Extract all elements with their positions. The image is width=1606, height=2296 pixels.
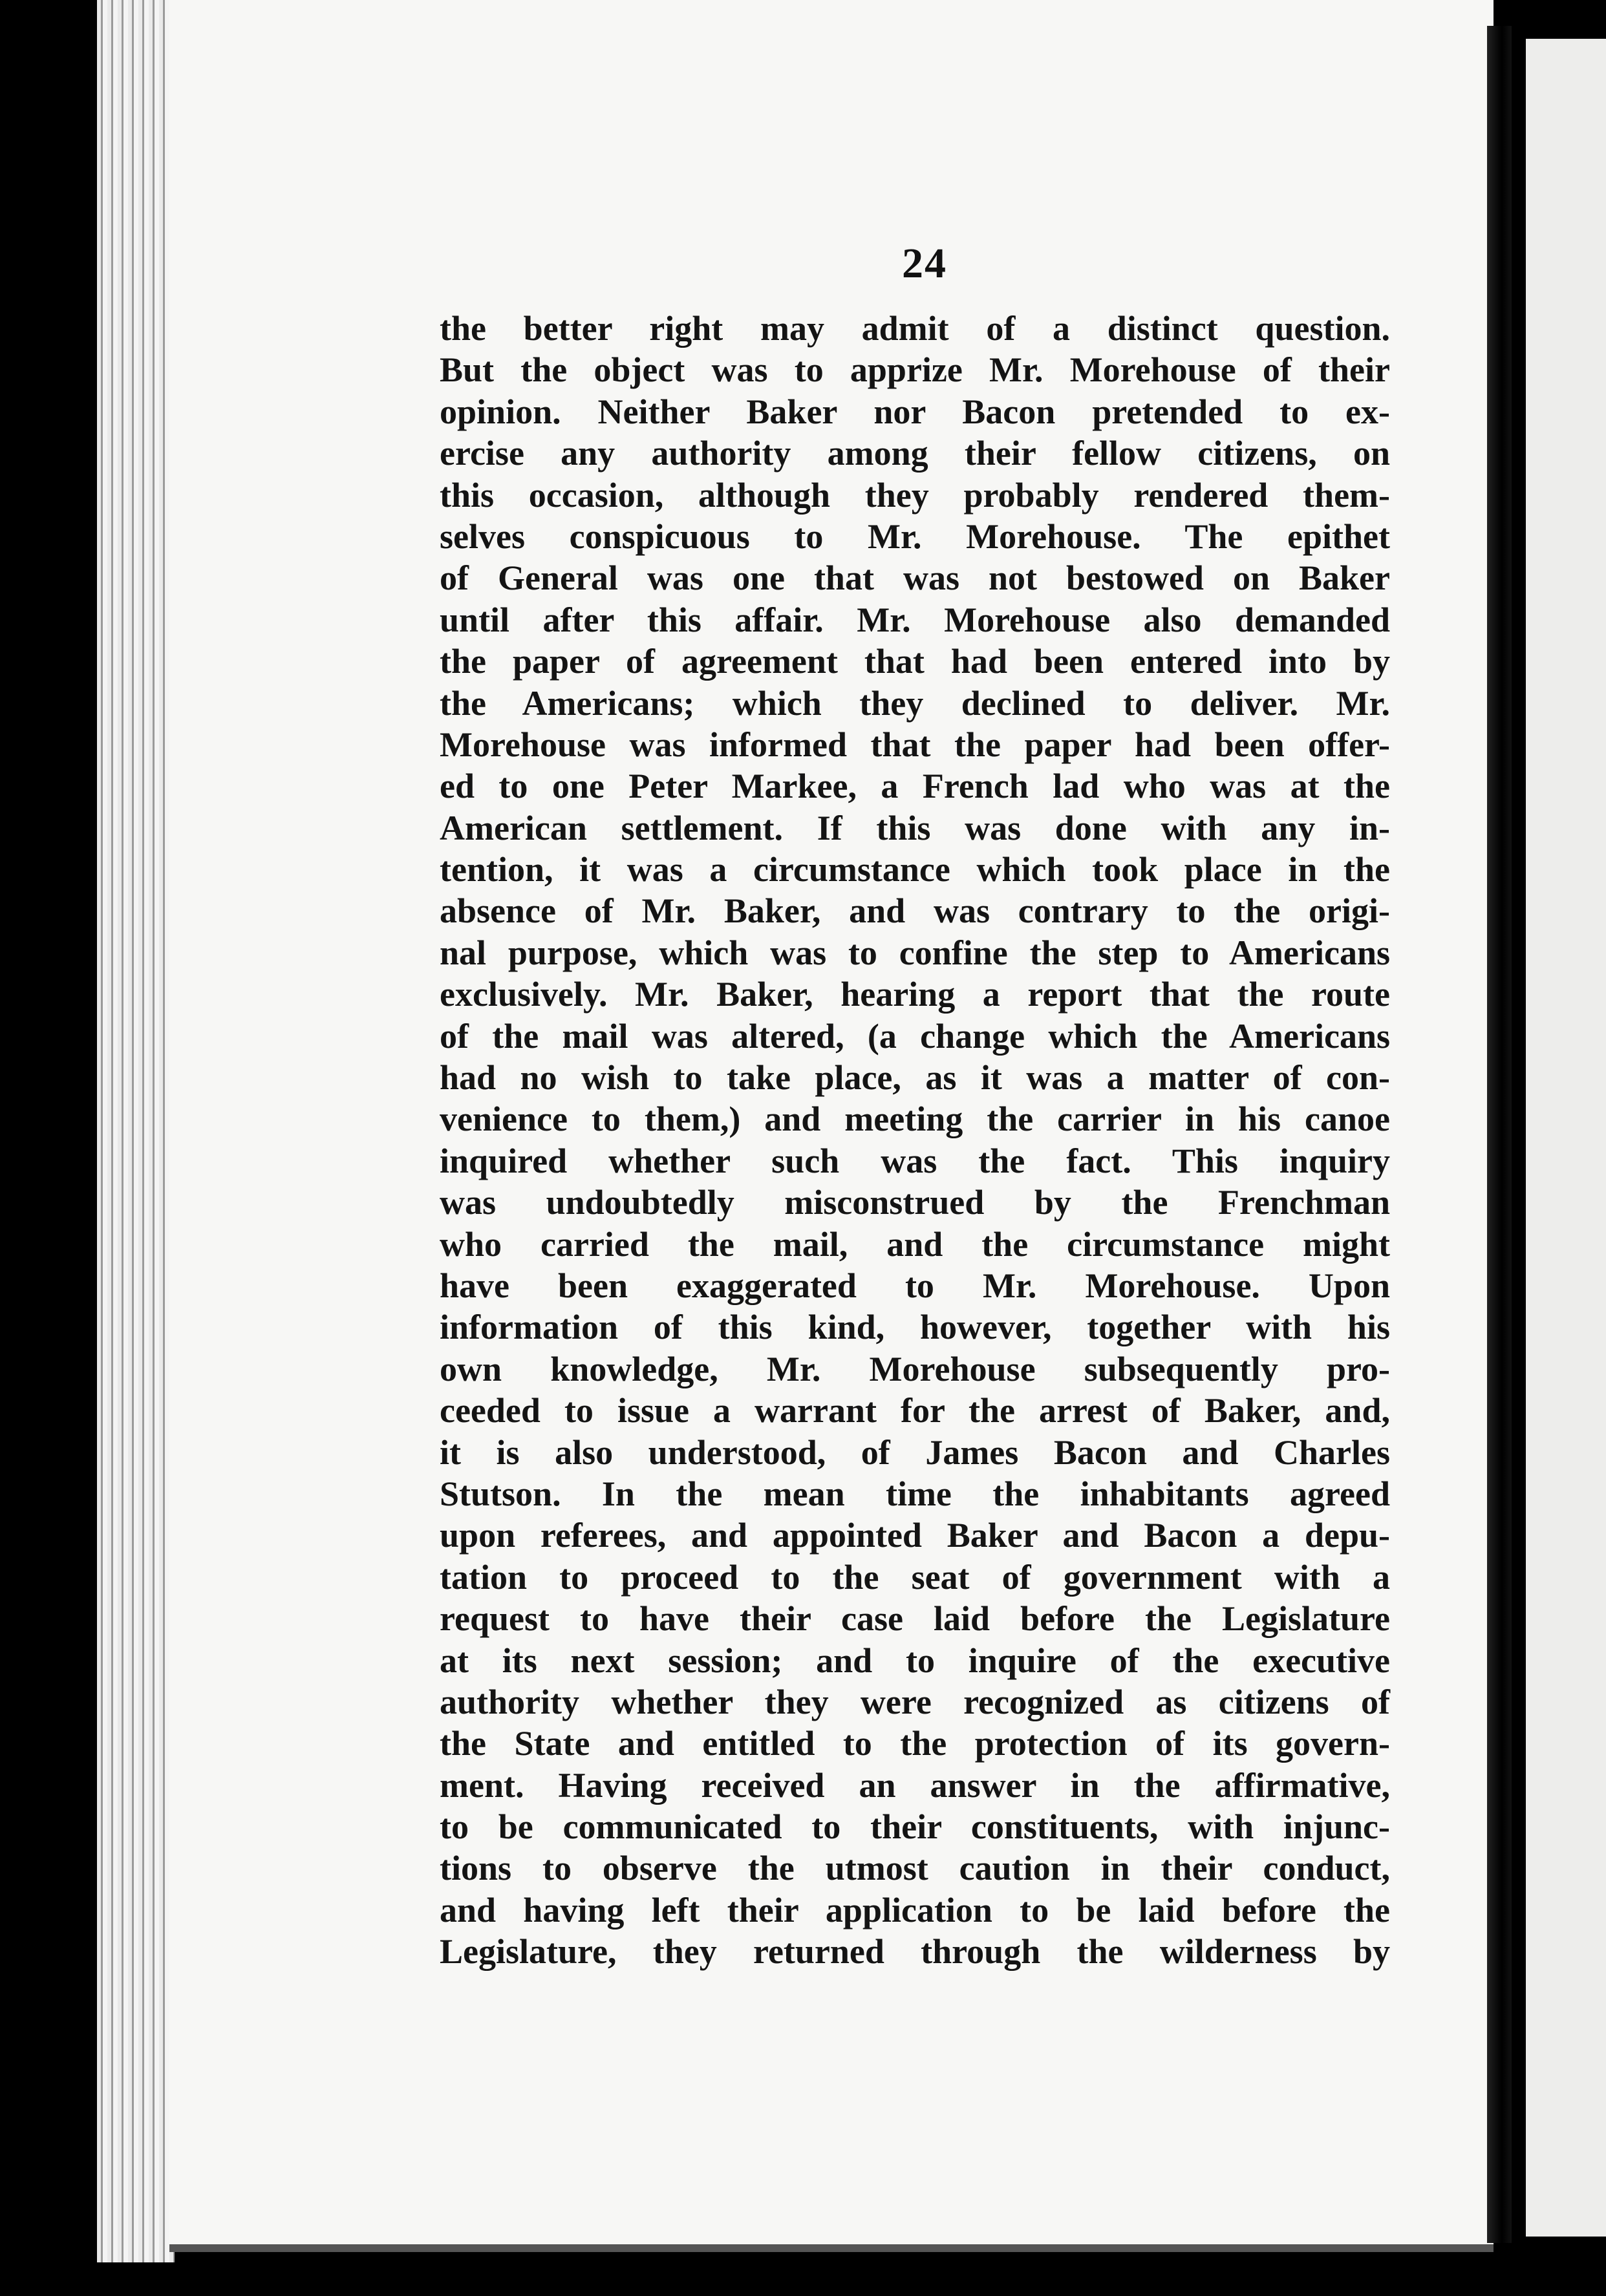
- text-line: venience to them,) and meeting the carrier in his canoe: [440, 1100, 1390, 1139]
- text-line: ed to one Peter Markee, a French lad who was at the: [440, 767, 1390, 806]
- text-line: selves conspicuous to Mr. Morehouse. The epithet: [440, 516, 1390, 556]
- book-page-edges: [97, 0, 175, 2262]
- text-line: exclusively. Mr. Baker, hearing a report that the route: [440, 975, 1390, 1014]
- text-line: Stutson. In the mean time the inhabitants agreed: [440, 1474, 1390, 1513]
- text-line: own knowledge, Mr. Morehouse subsequently pro-: [440, 1349, 1390, 1388]
- text-line: have been exaggerated to Mr. Morehouse. Upon: [440, 1266, 1390, 1305]
- text-line: American settlement. If this was done with any in-: [440, 808, 1390, 847]
- text-line: of General was one that was not bestowed on Baker: [440, 558, 1390, 598]
- book-gutter: [1487, 26, 1512, 2243]
- text-line: ment. Having received an answer in the affirmative,: [440, 1765, 1390, 1805]
- text-line: Legislature, they returned through the wilderness by: [440, 1932, 1390, 1972]
- text-line: nal purpose, which was to confine the step to Americans: [440, 933, 1390, 972]
- text-line: ceeded to issue a warrant for the arrest of Baker, and,: [440, 1391, 1390, 1430]
- facing-page: [1526, 39, 1606, 2237]
- text-line: this occasion, although they probably rendered them-: [440, 475, 1390, 515]
- text-line: it is also understood, of James Bacon and Charles: [440, 1432, 1390, 1472]
- text-line: was undoubtedly misconstrued by the Frenchman: [440, 1183, 1390, 1222]
- text-line: tation to proceed to the seat of government with a: [440, 1557, 1390, 1597]
- text-line: request to have their case laid before the Legislature: [440, 1599, 1390, 1639]
- page-number: 24: [902, 240, 947, 287]
- text-line: had no wish to take place, as it was a matter of con-: [440, 1058, 1390, 1098]
- text-line: to be communicated to their constituents, with injunc-: [440, 1807, 1390, 1847]
- text-line: and having left their application to be laid before the: [440, 1890, 1390, 1929]
- text-line: But the object was to apprize Mr. Morehouse of their: [440, 350, 1390, 390]
- text-line: opinion. Neither Baker nor Bacon pretended to ex-: [440, 392, 1390, 431]
- text-line: information of this kind, however, together with his: [440, 1308, 1390, 1347]
- text-line: at its next session; and to inquire of the executive: [440, 1641, 1390, 1680]
- body-text: [440, 308, 1390, 1973]
- text-line: the State and entitled to the protection of its govern-: [440, 1724, 1390, 1763]
- text-line: upon referees, and appointed Baker and Bacon a depu-: [440, 1516, 1390, 1555]
- text-line: tention, it was a circumstance which took place in the: [440, 850, 1390, 889]
- text-line: the paper of agreement that had been entered into by: [440, 642, 1390, 681]
- text-line: ercise any authority among their fellow citizens, on: [440, 434, 1390, 473]
- text-line: until after this affair. Mr. Morehouse also demanded: [440, 600, 1390, 639]
- text-line: inquired whether such was the fact. This inquiry: [440, 1141, 1390, 1180]
- text-line: the better right may admit of a distinct question.: [440, 309, 1390, 348]
- text-line: who carried the mail, and the circumstance might: [440, 1224, 1390, 1264]
- text-line: Morehouse was informed that the paper had been offer-: [440, 725, 1390, 764]
- text-line: the Americans; which they declined to deliver. Mr.: [440, 683, 1390, 723]
- text-line: of the mail was altered, (a change which the Americans: [440, 1016, 1390, 1056]
- text-line: absence of Mr. Baker, and was contrary to the origi-: [440, 891, 1390, 931]
- text-line: authority whether they were recognized as citizens of: [440, 1682, 1390, 1721]
- page-bottom-edge: [169, 2244, 1494, 2252]
- text-line: tions to observe the utmost caution in their conduct,: [440, 1849, 1390, 1888]
